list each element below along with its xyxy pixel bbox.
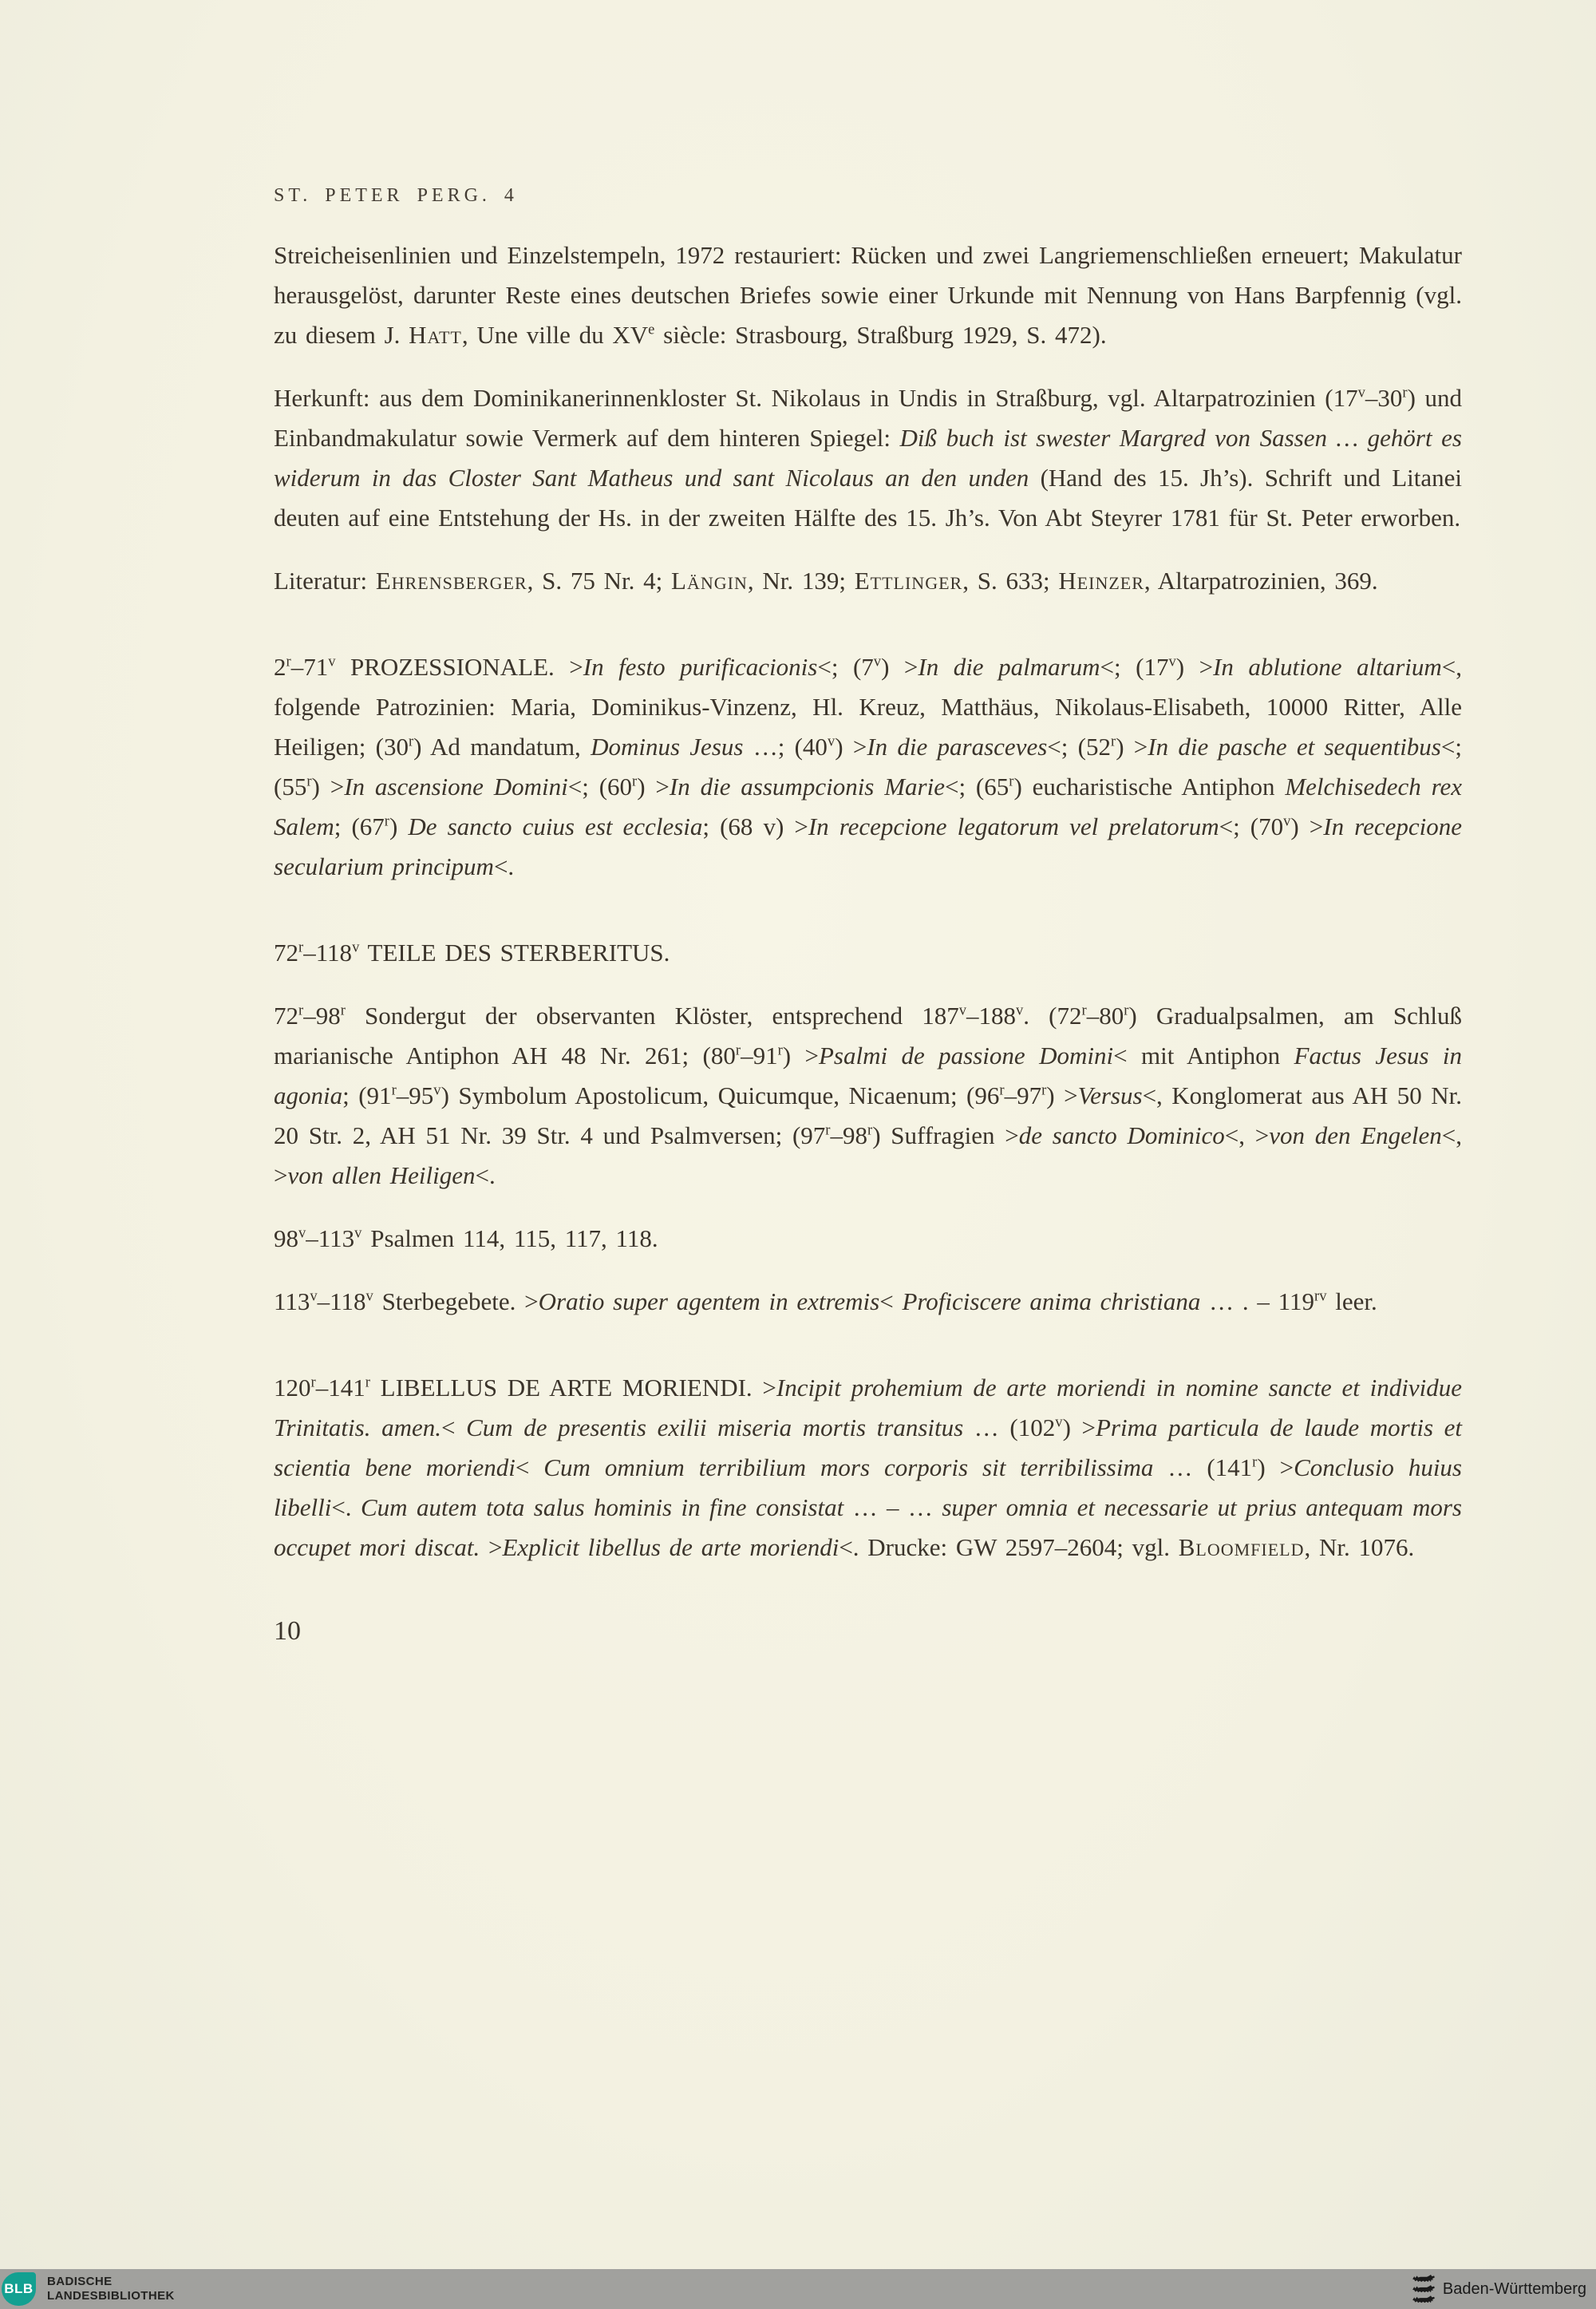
library-name-line1: BADISCHE <box>47 2275 113 2288</box>
prozessionale-section: 2$^r$–71$^v$ PROZESSIONALE. >In festo purificacionis<; $(7^v) >In$ die palmarum<; $(17^v) >In$ ablutione altarium<, folgende Patrozinien: Maria, Dominikus-Vinzenz, Hl. Kreuz, Matthäus, Nikolaus-Elisabeth, 10000 Ritter, Alle Heiligen; (30$^r$) Ad mandatum, Dominus Jesus …; $(40^v) >In$ die parasceves<; $(52^r) >In$ die pasche et sequentibus<; $(55^r) >In$ ascensione Domini<; $(60^r) >In$ die assumpcionis Marie<; (65$^r$) eucharistische Antiphon Melchisedech rex Salem; (67$^r$) De sancto cuius est ecclesia; (68 v) >In recepcione legatorum vel prelatorum<; $(70^v) >In$ recepcione secularium principum<. <box>274 653 1463 880</box>
blb-logo-text: BLB <box>4 2281 34 2296</box>
blb-logo <box>2 2272 36 2306</box>
running-header: ST. PETER PERG. 4 <box>274 185 518 206</box>
baden-wuerttemberg-crest-icon <box>1412 2275 1435 2303</box>
binding-paragraph: Streicheisenlinien und Einzelstempeln, 1972 restauriert: Rücken und zwei Langriemenschließen erneuert; Makulatur herausgelöst, darunter Reste eines deutschen Briefes sowie einer Urkunde mit Nennung von Hans Barpfennig (vgl. zu diesem J. Hatt, Une ville du XVe siècle: Strasbourg, Straßburg 1929, S. 472). <box>274 241 1462 349</box>
paragraphs <box>274 235 1462 1568</box>
libellus-section: 120$^r$–141$^r$ LIBELLUS DE ARTE MORIENDI. >Incipit prohemium de arte moriendi in nomine sancte et individue Trinitatis. amen.< Cum de presentis exilii miseria mortis transitus … $(102^v)$ >Prima particula de laude mortis et scientia bene moriendi< Cum omnium terribilium mors corporis sit terribilissima … $(141^r)$ >Conclusio huius libelli<. Cum autem tota salus hominis in fine consistat … – … super omnia et necessarie ut prius antequam mors occupet mori discat. >Explicit libellus de arte moriendi<. Drucke: GW 2597–2604; vgl. Bloomfield, Nr. 1076. <box>274 1374 1463 1561</box>
psalmen-paragraph: 98$^v$–113$^v$ Psalmen 114, 115, 117, 118. <box>274 1224 658 1252</box>
state-name: Baden-Württemberg <box>1442 2279 1586 2298</box>
state-branding <box>1412 2275 1586 2303</box>
library-name <box>47 2275 175 2303</box>
text-block <box>274 184 1462 1649</box>
sterberitus-heading: 72$^r$–118$^v$ TEILE DES STERBERITUS. <box>274 939 670 967</box>
footer-bar <box>0 2269 1596 2309</box>
library-name-line2: LANDESBIBLIOTHEK <box>47 2289 175 2303</box>
provenance-paragraph: Herkunft: aus dem Dominikanerinnenkloster St. Nikolaus in Undis in Straßburg, vgl. Altarpatrozinien (17$^v$–30$^r$) und Einbandmakulatur sowie Vermerk auf dem hinteren Spiegel: Diß buch ist swester Margred von Sassen … gehört es widerum in das Closter Sant Matheus und sant Nicolaus an den unden (Hand des 15. Jh’s). Schrift und Litanei deuten auf eine Entstehung der Hs. in der zweiten Hälfte des 15. Jh’s. Von Abt Steyrer 1781 für St. Peter erworben. <box>274 384 1462 532</box>
sterbegebete-paragraph: 113$^v$–118$^v$ Sterbegebete. >Oratio super agentem in extremis< Proficiscere anima christiana … . – $119^{rv}$ leer. <box>274 1287 1377 1315</box>
literature-paragraph: Literatur: Ehrensberger, S. 75 Nr. 4; Längin, Nr. 139; Ettlinger, S. 633; Heinzer, Altarpatrozinien, 369. <box>274 567 1378 595</box>
page-number: 10 <box>274 1616 301 1646</box>
sondergut-paragraph: 72$^r$–98$^r$ Sondergut der observanten Klöster, entsprechend 187$^v$–188$^v$. (72$^r$–80$^r$) Gradualpsalmen, am Schluß marianische Antiphon AH 48 Nr. 261; $(80^r-91^r)$ >Psalmi de passione Domini< mit Antiphon Factus Jesus in agonia; (91$^r$–95$^v$) Symbolum Apostolicum, Quicumque, Nicaenum; $(96^r-97^r)$ >Versus<, Konglomerat aus AH 50 Nr. 20 Str. 2, AH 51 Nr. 39 Str. 4 und Psalmversen; (97$^r$–98$^r$) Suffragien >de sancto Dominico<, >von den Engelen<, >von allen Heiligen<. <box>274 1002 1463 1189</box>
